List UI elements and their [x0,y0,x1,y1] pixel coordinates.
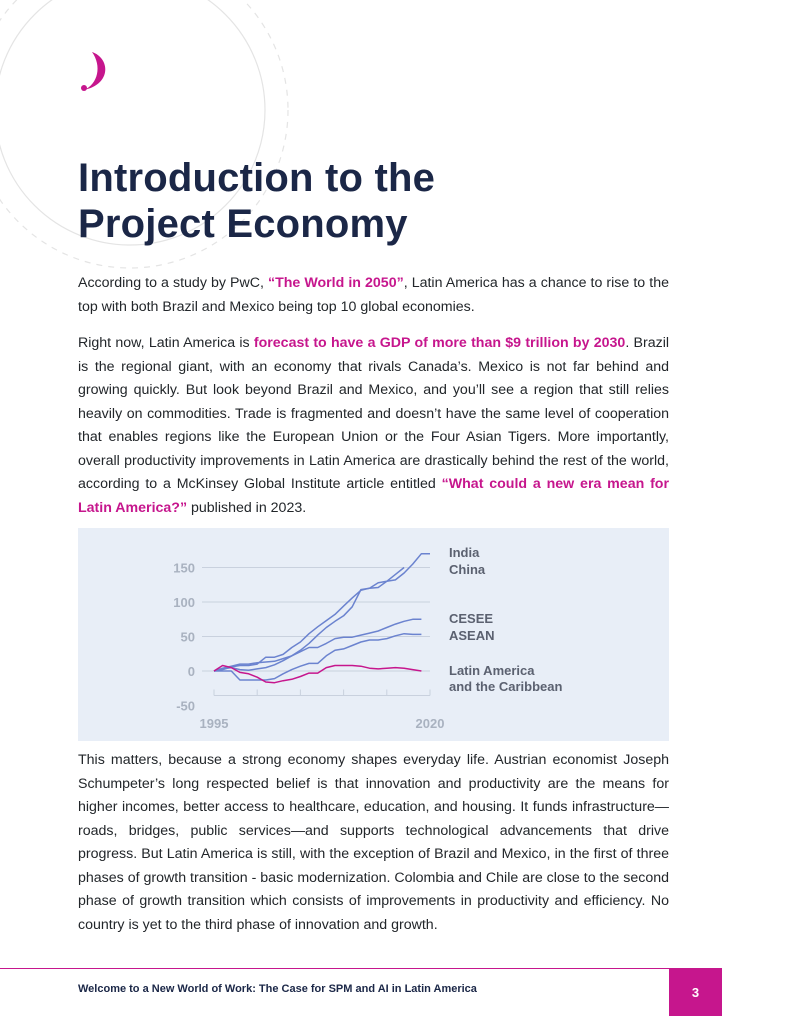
series-label-cesee: CESEE [449,611,494,626]
brand-logo-icon [76,48,112,94]
page-title [78,155,435,247]
series-line-china [214,568,404,672]
paragraph-text: . Brazil is the regional giant, with an economy that rivals Canada’s. Mexico is not far behind and growing quickly. But look beyond Brazil and Mexico, and you’ll see a region that still relies heavily on commodities. Trade is fragmented and doesn’t have the same level of cooperation that enables regions like the European Union or the Four Asian Tigers. More importantly, overall productivity improvements in Latin America are drastically behind the rest of the world, according to a McKinsey Global Institute article entitled [78,335,670,492]
decorative-circles [0,0,800,300]
y-tick-label: 100 [173,595,195,610]
paragraph-text: Right now, Latin America is [78,335,254,351]
highlight-gdp-forecast: forecast to have a GDP of more than $9 trillion by 2030 [253,335,626,351]
paragraph-text: published in 2023. [187,499,307,516]
page-number: 3 [669,968,722,1016]
page-title-line2: Project Economy [78,202,408,246]
paragraph-intro [78,272,669,319]
y-tick-label: 150 [173,560,195,576]
paragraph-text: According to a study by PwC, [78,275,268,291]
x-tick-label: 2020 [415,716,445,731]
series-label-asean: ASEAN [449,628,495,643]
line-chart [78,528,669,741]
series-label-latam-line2: and the Caribbean [449,679,563,694]
highlight-world-2050: “The World in 2050” [267,275,404,291]
paragraph-forecast [78,332,669,520]
x-tick-label: 1995 [199,716,229,731]
paragraph-economy-matters: This matters, because a strong economy shapes everyday life. Austrian economist Joseph Schumpeter’s long respected belief is that innovation and productivity are the means for higher incomes, better access to healthcare, education, and housing. It funds infrastructure—roads, bridges, public services—and supports technological advancements that drive progress. But Latin America is still, with the exception of Brazil and Mexico, in the first of three phases of growth transition - basic modernization. Colombia and Chile are close to the second phase of growth transition which consists of improvements in productivity and efficiency. No country is yet to the third phase of innovation and growth. [78,752,669,933]
paragraph-text: , Latin America has a chance to rise to the top with both Brazil and Mexico being top 10 global economies. [78,275,669,315]
y-tick-label: 50 [180,629,195,645]
series-label-latam-line1: Latin America [449,663,535,678]
series-line-india [214,554,430,671]
series-label-india: India [449,545,480,560]
productivity-chart [78,528,669,741]
y-tick-label: 0 [187,664,195,679]
page-title-line1: Introduction to the [78,156,436,200]
footer-divider [0,968,669,969]
series-label-china: China [449,562,486,577]
y-tick-label: -50 [176,698,195,714]
footer-title: Welcome to a New World of Work: The Case for SPM and AI in Latin America [78,983,477,995]
highlight-mckinsey-article: “What could a new era mean for Latin America?” [78,476,669,516]
